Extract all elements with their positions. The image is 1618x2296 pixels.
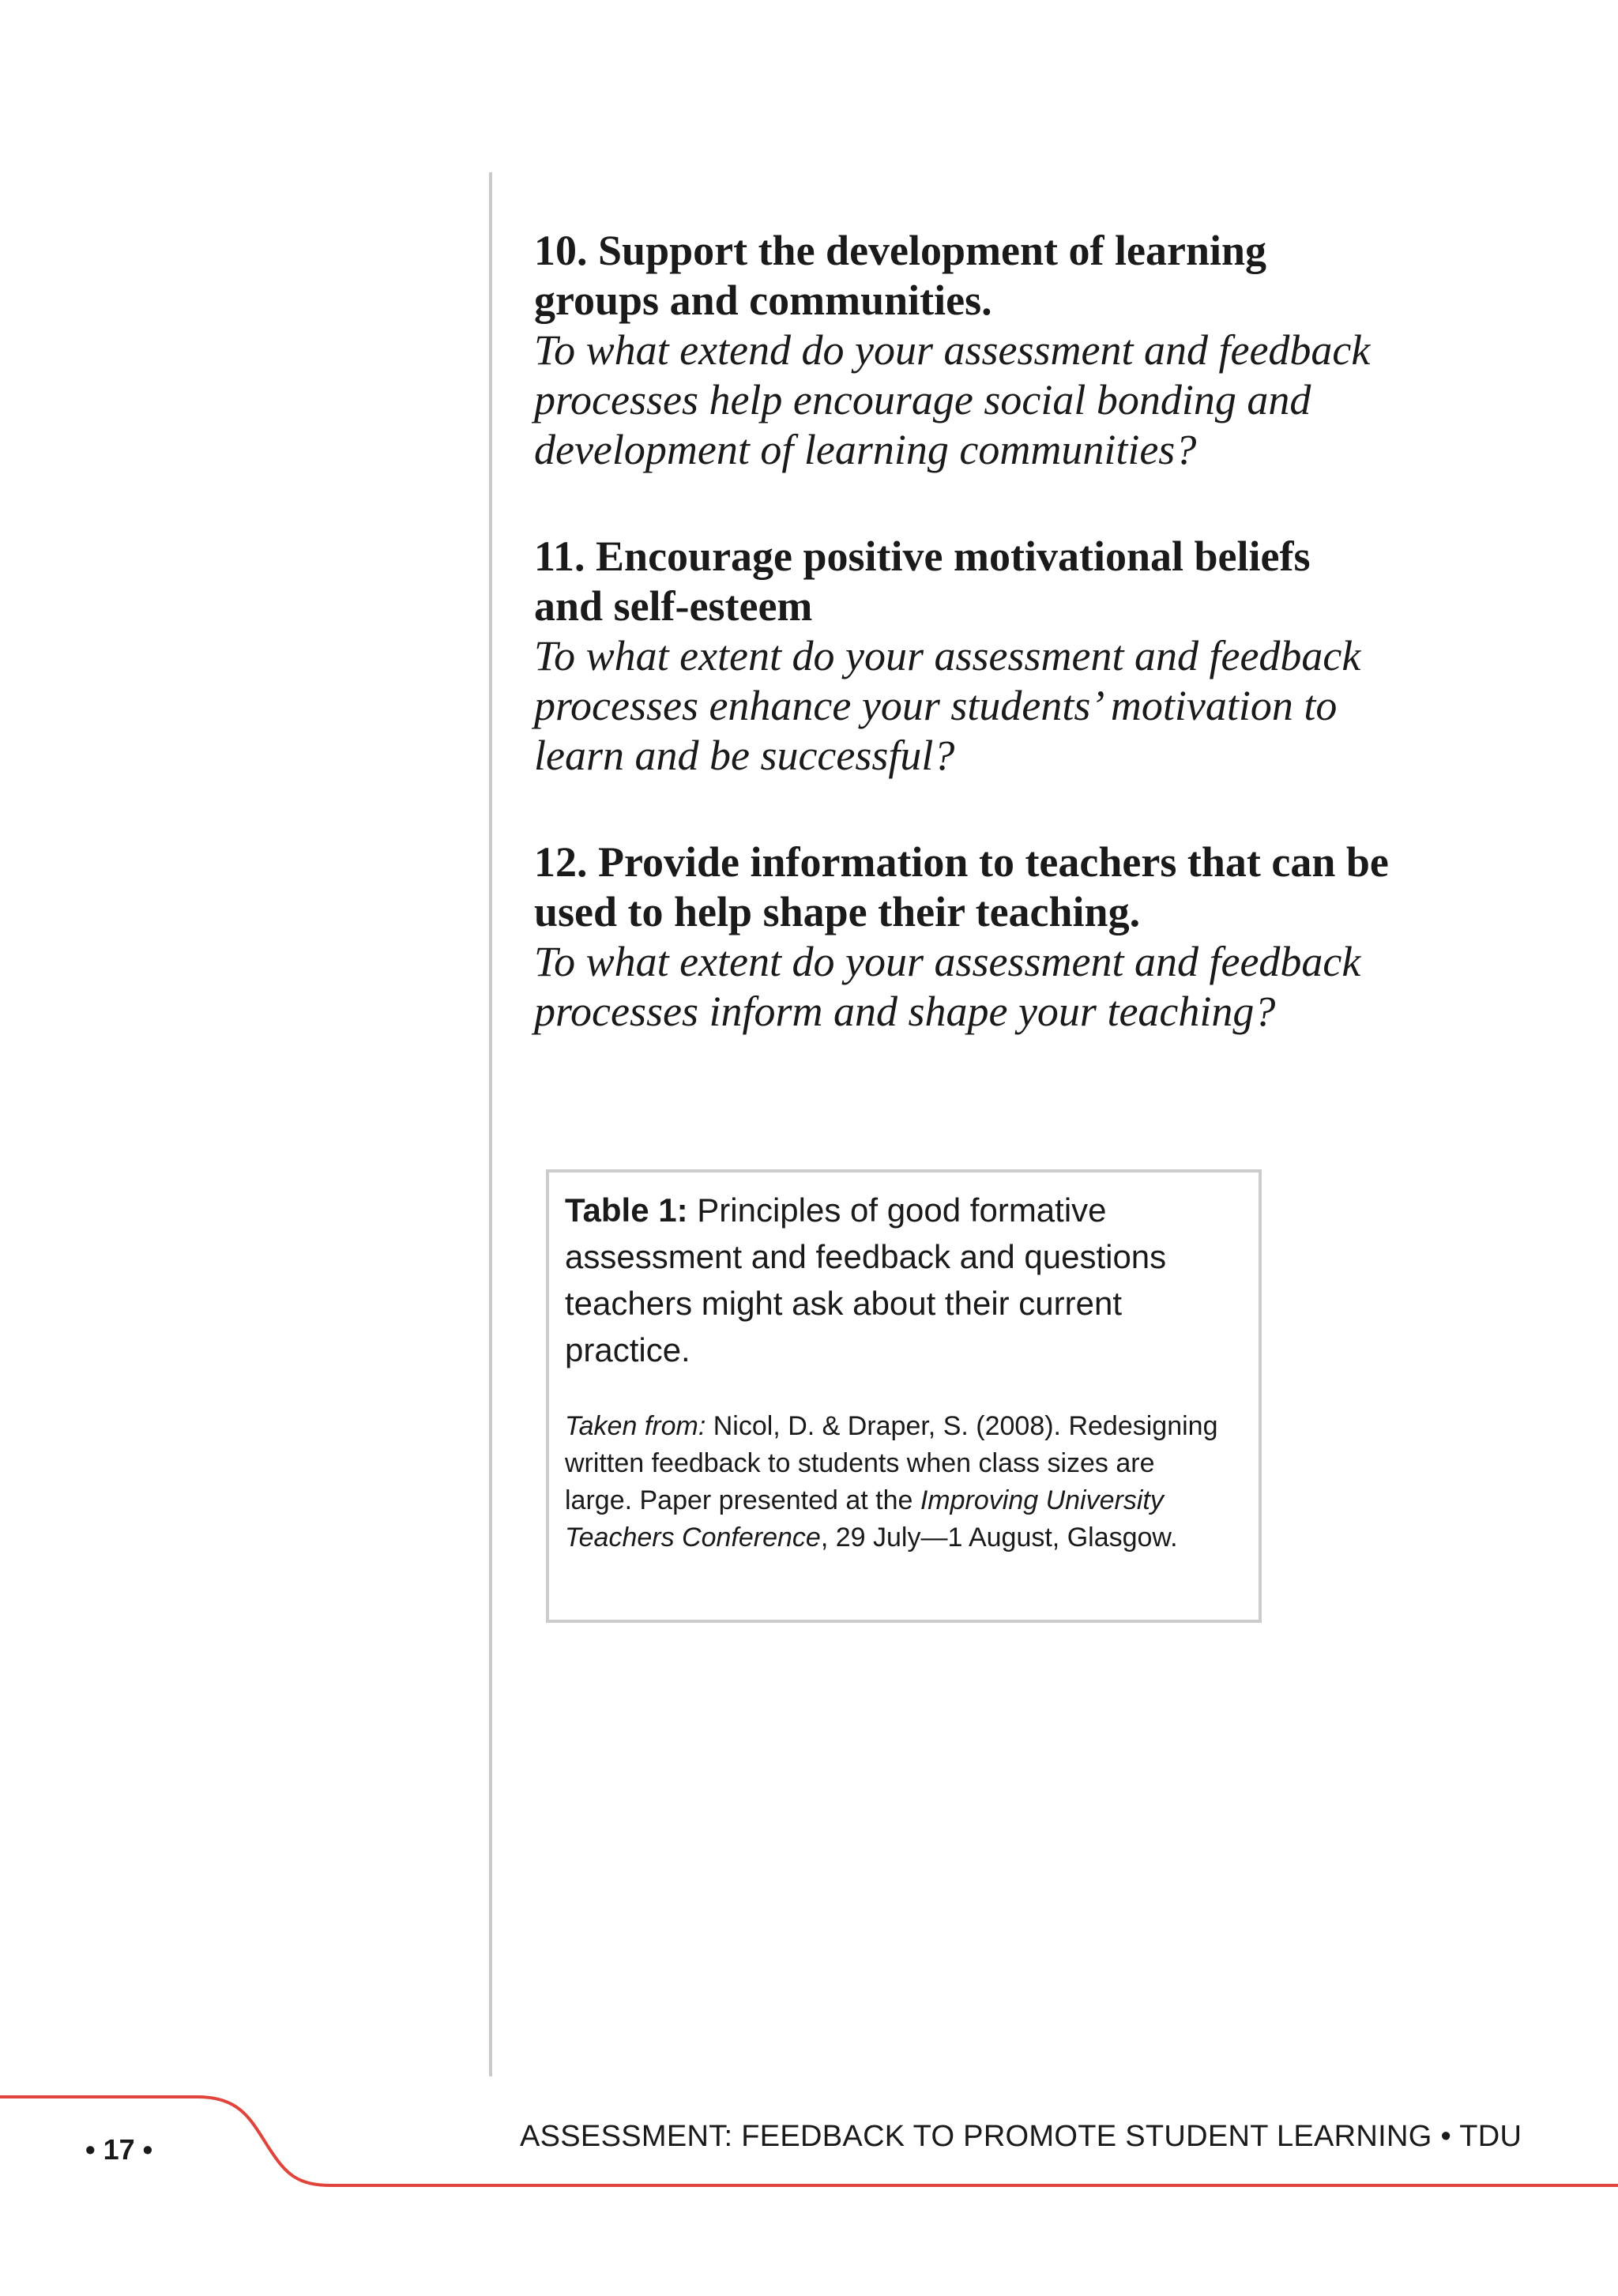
principle-question [534,937,1419,1037]
question-line: processes inform and shape your teaching? [534,988,1276,1035]
title-line: used to help shape their teaching. [534,888,1141,935]
principle-title [534,532,1419,631]
principle-11 [534,532,1419,781]
source-text: large. Paper presented at the [565,1485,920,1515]
question-line: processes help encourage social bonding and [534,376,1311,423]
title-line: 10. Support the development of learning [534,227,1267,274]
title-line: groups and communities. [534,277,992,324]
question-line: To what extent do your assessment and feedback [534,938,1361,985]
vertical-rule [489,172,492,2076]
caption-line: practice. [565,1331,690,1368]
principle-12 [534,837,1419,1037]
principle-question [534,326,1419,475]
caption-line: assessment and feedback and questions [565,1238,1167,1275]
question-line: learn and be successful? [534,732,955,779]
source-prefix: Taken from: [565,1411,706,1441]
source-text: , 29 July—1 August, Glasgow. [820,1523,1178,1553]
principle-10 [534,226,1419,475]
running-title: ASSESSMENT: FEEDBACK TO PROMOTE STUDENT LEARNING • TDU [520,2120,1522,2153]
conference-name: Teachers Conference [565,1523,821,1553]
caption-line: Principles of good formative [687,1191,1107,1229]
table-label: Table 1: [565,1191,688,1229]
caption-line: teachers might ask about their current [565,1285,1123,1322]
question-line: To what extent do your assessment and feedback [534,632,1361,679]
question-line: development of learning communities? [534,426,1197,473]
title-line: 12. Provide information to teachers that can be [534,838,1389,886]
principles-list [534,226,1419,1093]
table-caption-box [546,1169,1262,1623]
principle-title [534,837,1419,937]
principle-question [534,631,1419,781]
principle-title [534,226,1419,326]
title-line: 11. Encourage positive motivational beliefs [534,533,1311,580]
page-number: • 17 • [85,2133,153,2166]
table-caption [565,1187,1241,1373]
question-line: processes enhance your students’ motivation to [534,682,1338,729]
question-line: To what extend do your assessment and feedback [534,326,1371,374]
source-text: written feedback to students when class sizes are [565,1448,1155,1478]
source-text: Nicol, D. & Draper, S. (2008). Redesigning [706,1411,1218,1441]
table-source [565,1408,1241,1556]
title-line: and self-esteem [534,582,813,630]
conference-name: Improving University [920,1485,1164,1515]
